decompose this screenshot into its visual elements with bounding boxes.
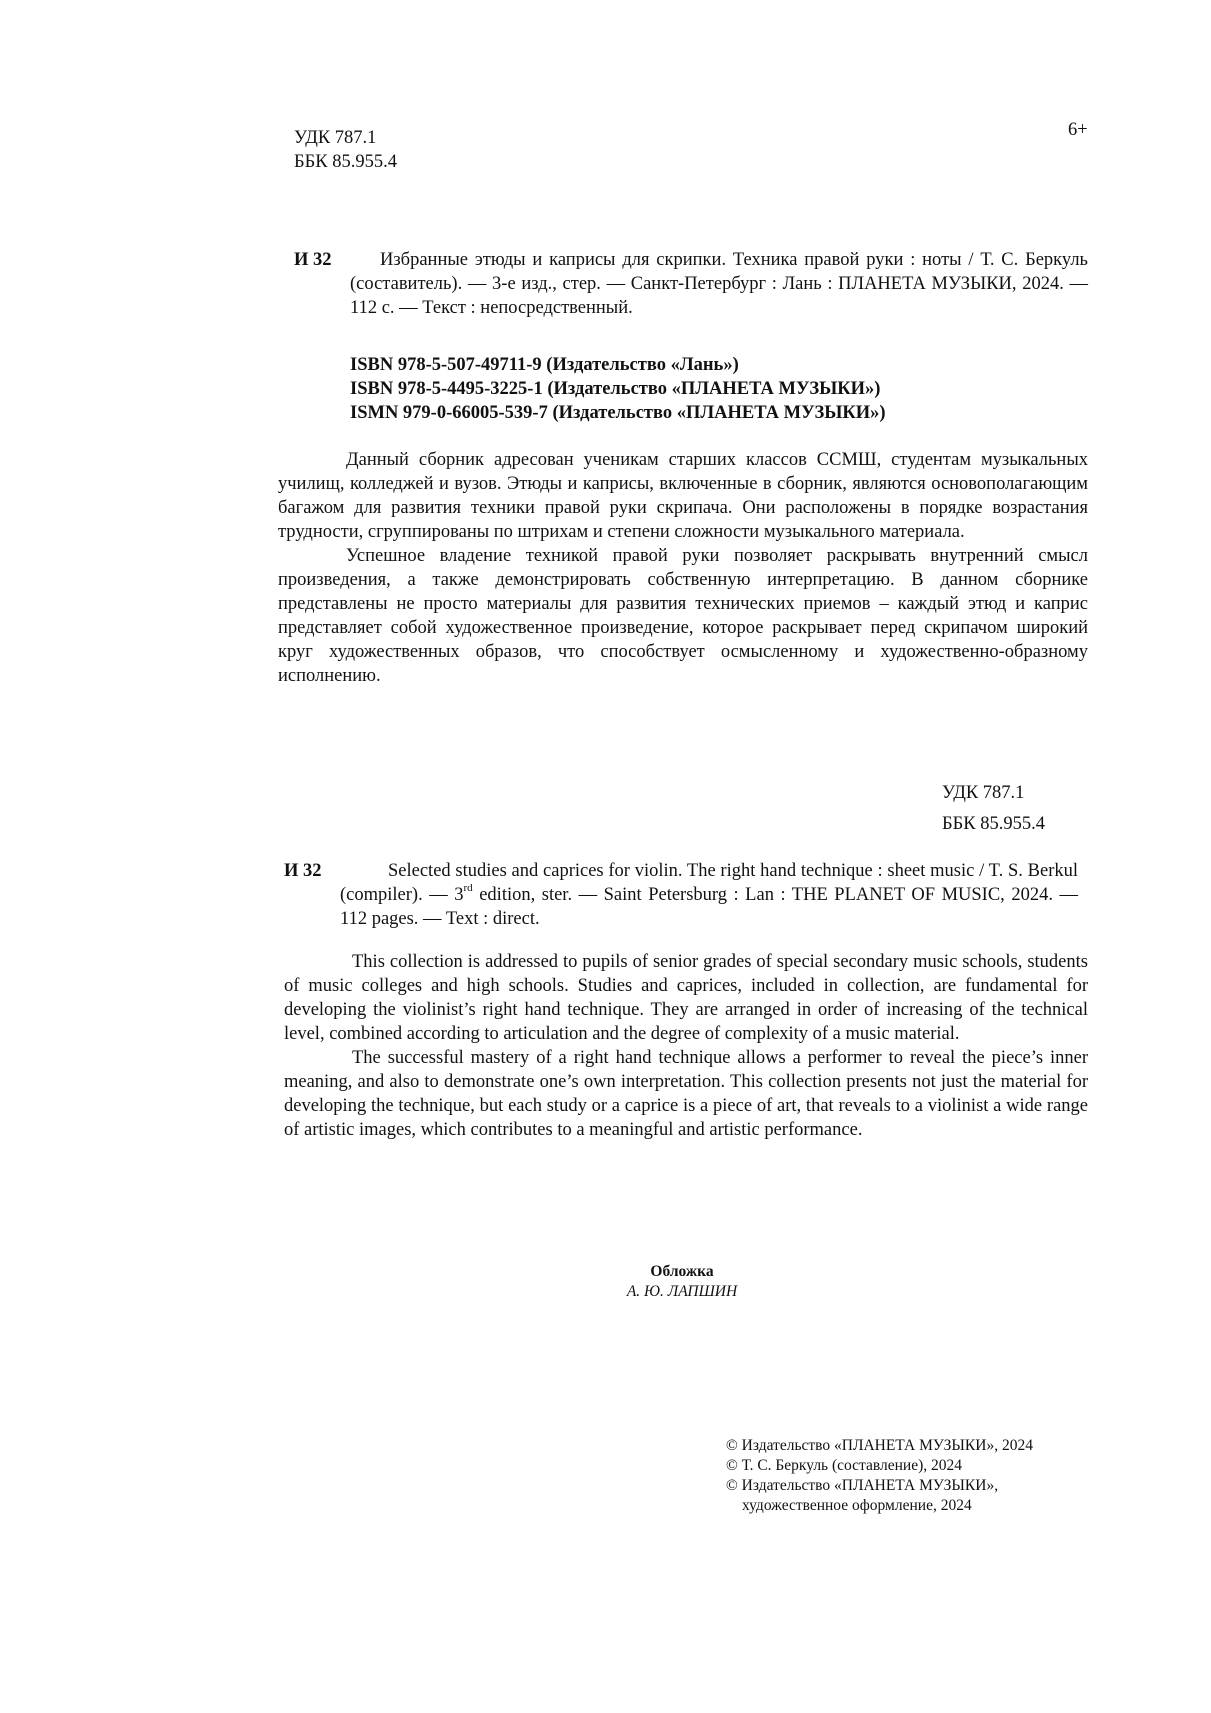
copyright-block [726,1436,1033,1516]
en-biblio-part2: edition, ster. — Saint Petersburg : Lan : THE PLANET OF MUSIC, 2024. — 112 pages. — Text : direct. [340,885,1078,929]
ru-paragraph-1: Данный сборник адресован ученикам старших классов ССМШ, студентам музыкальных училищ, колледжей и вузов. Этюды и каприсы, включенные в сборник, являются основополагающим багажом для развития техники правой руки скрипача. Они расположены в порядке возрастания трудности, сгруппированы по штрихам и степени сложности музыкального материала. [278,450,1088,542]
isbn-lan: ISBN 978-5-507-49711-9 (Издательство «Лань») [350,355,739,375]
isbn-block [350,353,886,425]
copyright-line-4: художественное оформление, 2024 [742,1497,972,1514]
en-annotation [284,950,1088,1142]
ru-annotation [278,448,1088,688]
en-bibliographic-record [284,859,1078,931]
bbk-code: ББК 85.955.4 [294,152,397,172]
en-index-code: И 32 [284,861,322,881]
mid-classification [942,778,1045,840]
copyright-line-3: © Издательство «ПЛАНЕТА МУЗЫКИ», [726,1477,999,1494]
isbn-planeta: ISBN 978-5-4495-3225-1 (Издательство «ПЛАНЕТА МУЗЫКИ») [350,379,881,399]
ismn-planeta: ISMN 979-0-66005-539-7 (Издательство «ПЛАНЕТА МУЗЫКИ») [350,403,886,423]
ru-biblio-text: Избранные этюды и каприсы для скрипки. Техника правой руки : ноты / Т. С. Беркуль (составитель). — 3-е изд., стер. — Санкт-Петербург : Лань : ПЛАНЕТА МУЗЫКИ, 2024. — 112 с. — Текст : непосредственный. [350,250,1088,318]
bbk-code-en: ББК 85.955.4 [942,814,1045,834]
udk-code-en: УДК 787.1 [942,783,1025,803]
cover-artist: А. Ю. ЛАПШИН [626,1283,738,1300]
cover-credit [562,1262,802,1302]
ru-bibliographic-record [294,248,1088,320]
en-biblio-superscript: rd [463,881,473,894]
en-biblio-text [340,859,1078,931]
en-paragraph-1: This collection is addressed to pupils of senior grades of special secondary music schools, students of music colleges and high schools. Studies and caprices, included in collection, are fundamental for developing the violinist’s right hand technique. They are arranged in order of increasing of the technical level, combined according to articulation and the degree of complexity of a music material. [284,952,1088,1044]
en-biblio-part1: Selected studies and caprices for violin. The right hand technique : sheet music / T. S. Berkul (compiler). — 3 [340,861,1078,905]
age-rating: 6+ [1068,120,1088,140]
cover-label: Обложка [650,1263,714,1280]
top-classification [294,126,397,174]
udk-code: УДК 787.1 [294,128,377,148]
ru-index-code: И 32 [294,250,332,270]
ru-paragraph-2: Успешное владение техникой правой руки позволяет раскрывать внутренний смысл произведения, а также демонстрировать собственную интерпретацию. В данном сборнике представлены не просто материалы для развития технических приемов – каждый этюд и каприс представляет собой художественное произведение, которое раскрывает перед скрипачом широкий круг художественных образов, что способствует осмысленному и художественно-образному исполнению. [278,546,1088,686]
copyright-line-2: © Т. С. Беркуль (составление), 2024 [726,1457,963,1474]
copyright-line-1: © Издательство «ПЛАНЕТА МУЗЫКИ», 2024 [726,1437,1033,1454]
en-paragraph-2: The successful mastery of a right hand technique allows a performer to reveal the piece’s inner meaning, and also to demonstrate one’s own interpretation. This collection presents not just the material for developing the technique, but each study or a caprice is a piece of art, that reveals to a violinist a wide range of artistic images, which contributes to a meaningful and artistic performance. [284,1048,1088,1140]
